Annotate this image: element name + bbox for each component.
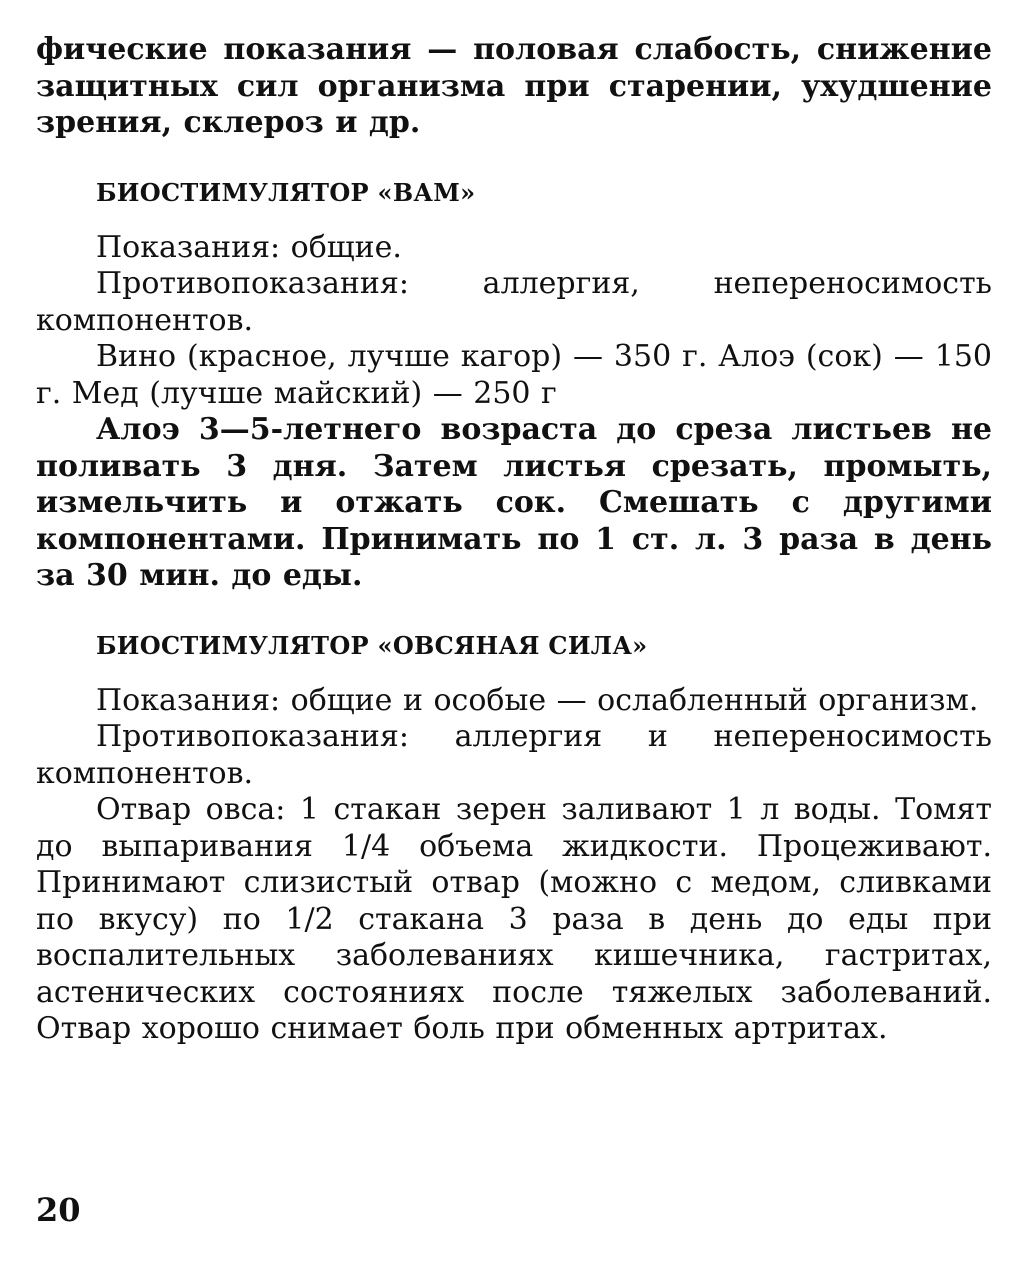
intro-paragraph: фические показания — половая слабость, снижение защитных сил организма при старении, ухудшение зрения, склероз и др. (36, 32, 992, 140)
vam-ingredients: Вино (красное, лучше кагор) — 350 г. Алоэ (сок) — 150 г. Мед (лучше майский) — 250 г (36, 339, 992, 411)
section-heading-vam: БИОСТИМУЛЯТОР «ВАМ» (96, 177, 476, 207)
page-number: 20 (36, 1191, 81, 1229)
oat-recipe: Отвар овса: 1 стакан зерен заливают 1 л воды. Томят до выпаривания 1/4 объема жидкости. Процеживают. Принимают слизистый отвар (можно с медом, сливками по вкусу) по 1/2 стакана 3 раза в день до еды при воспалительных заболеваниях кишечника, гастритах, астенических состояниях после тяжелых заболеваний. Отвар хорошо снимает боль при обменных артритах. (36, 792, 992, 1046)
section-heading-oat-strength: БИОСТИМУЛЯТОР «ОВСЯНАЯ СИЛА» (96, 630, 648, 660)
oat-contraindications: Противопоказания: аллергия и непереносимость компонентов. (36, 719, 992, 791)
page-body (36, 32, 992, 1048)
vam-indications: Показания: общие. (96, 229, 402, 265)
vam-instructions: Алоэ 3—5-летнего возраста до среза листьев не поливать 3 дня. Затем листья срезать, промыть, измельчить и отжать сок. Смешать с другими компонентами. Принимать по 1 ст. л. 3 раза в день за 30 мин. до еды. (36, 412, 992, 593)
vam-contraindications: Противопоказания: аллергия, непереносимость компонентов. (36, 266, 992, 338)
oat-indications: Показания: общие и особые — ослабленный организм. (96, 682, 979, 718)
